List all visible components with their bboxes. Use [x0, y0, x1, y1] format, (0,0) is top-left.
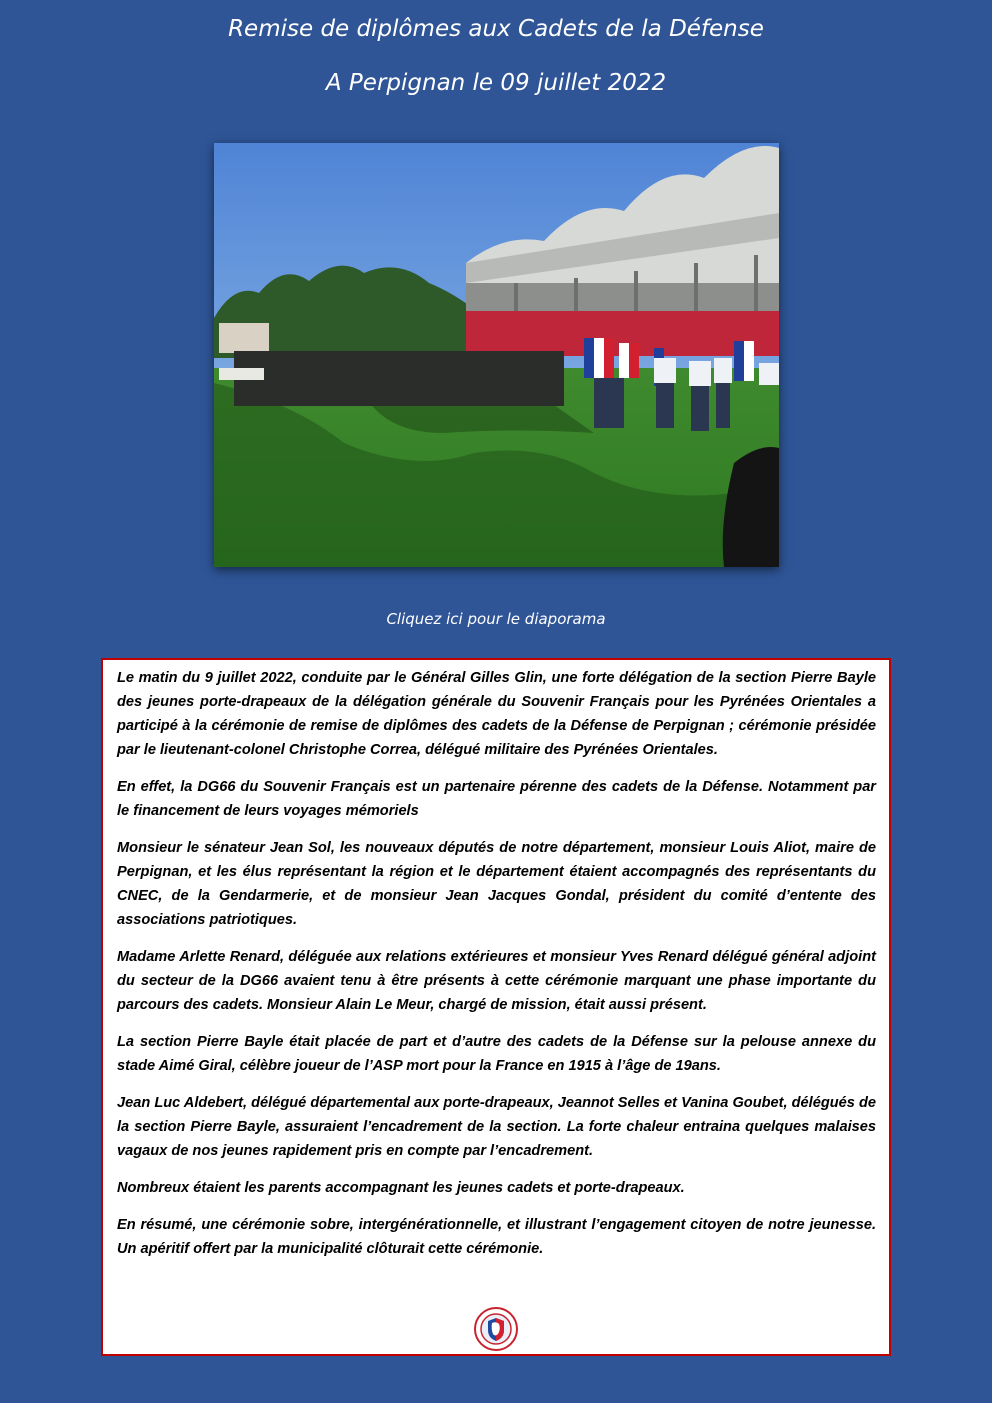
article-paragraph: En résumé, une cérémonie sobre, intergénérationnelle, et illustrant l’engagement citoyen de notre jeunesse. Un apéritif offert par la municipalité clôturait cette cérémonie. [117, 1217, 876, 1257]
article-paragraph: En effet, la DG66 du Souvenir Français est un partenaire pérenne des cadets de la Défense. Notamment par le financement de leurs voyages mémoriels [117, 779, 876, 819]
page-title: Remise de diplômes aux Cadets de la Défense [228, 16, 764, 42]
article-paragraph: La section Pierre Bayle était placée de part et d’autre des cadets de la Défense sur la pelouse annexe du stade Aimé Giral, célèbre joueur de l’ASP mort pour la France en 1915 à l’âge de 19ans. [117, 1034, 876, 1074]
article-paragraph: Nombreux étaient les parents accompagnant les jeunes cadets et porte-drapeaux. [117, 1180, 685, 1196]
article-paragraph: Monsieur le sénateur Jean Sol, les nouveaux députés de notre département, monsieur Louis Aliot, maire de Perpignan, et les élus représentant la région et le département étaient accompagnés des représentants du CNEC, de la Gendarmerie, et de monsieur Jean Jacques Gondal, président du comité d’entente des associations patriotiques. [117, 840, 876, 928]
article-paragraph: Jean Luc Aldebert, délégué départemental aux porte-drapeaux, Jeannot Selles et Vanina Goubet, délégués de la section Pierre Bayle, assuraient l’encadrement de la section. La forte chaleur entraina quelques malaises vagaux de nos jeunes rapidement pris en compte par l’encadrement. [117, 1095, 876, 1159]
souvenir-francais-logo-icon [474, 1307, 518, 1351]
article-box [101, 658, 891, 1356]
ceremony-photo-image [214, 143, 779, 567]
ceremony-photo[interactable] [214, 143, 779, 567]
article-paragraph: Madame Arlette Renard, déléguée aux relations extérieures et monsieur Yves Renard délégué général adjoint du secteur de la DG66 avaient tenu à être présents à cette cérémonie marquant une phase importante du parcours des cadets. Monsieur Alain Le Meur, chargé de mission, était aussi présent. [117, 949, 876, 1013]
page-subtitle: A Perpignan le 09 juillet 2022 [325, 70, 667, 96]
slideshow-link[interactable]: Cliquez ici pour le diaporama [386, 610, 606, 628]
article-paragraph: Le matin du 9 juillet 2022, conduite par le Général Gilles Glin, une forte délégation de la section Pierre Bayle des jeunes porte-drapeaux de la délégation générale du Souvenir Français pour les Pyrénées Orientales a participé à la cérémonie de remise de diplômes des cadets de la Défense de Perpignan ; cérémonie présidée par le lieutenant-colonel Christophe Correa, délégué militaire des Pyrénées Orientales. [117, 670, 876, 758]
